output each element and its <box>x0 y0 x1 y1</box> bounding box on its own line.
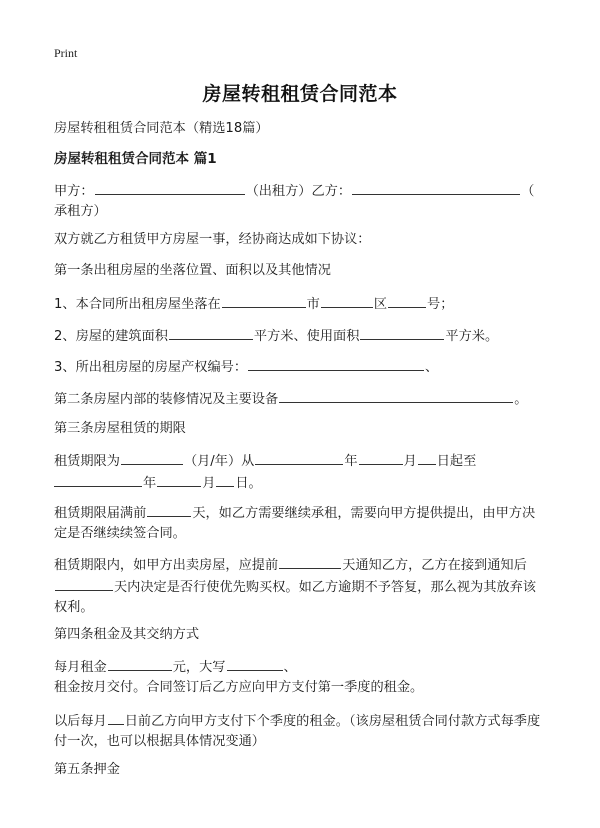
payment-day-blank[interactable] <box>108 710 124 725</box>
end-month-label: 月 <box>202 476 216 491</box>
building-area-blank[interactable] <box>169 325 253 340</box>
renewal-rest: 天，如乙方需要继续承租，需要向甲方提供提出，由甲方决定是否继续续签合同。 <box>54 506 536 541</box>
term-prefix: 租赁期限为 <box>54 454 120 469</box>
city-label: 市 <box>306 297 320 312</box>
party-b-blank[interactable] <box>352 180 520 195</box>
rent-words-blank[interactable] <box>227 656 283 671</box>
start-month-blank[interactable] <box>359 450 403 465</box>
district-label: 区 <box>373 297 388 312</box>
document-subtitle: 房屋转租租赁合同范本（精选18篇） <box>54 121 269 136</box>
rent-prefix: 每月租金 <box>54 660 107 675</box>
article-2-paragraph <box>54 388 544 410</box>
equipment-blank[interactable] <box>279 388 513 403</box>
rent-paragraph <box>54 656 544 678</box>
start-year-label: 年 <box>344 454 358 469</box>
location-blank[interactable] <box>222 293 306 308</box>
rent-mid: 元，大写 <box>172 660 226 675</box>
item-3-suffix: 、 <box>425 360 439 375</box>
party-a-blank[interactable] <box>95 180 245 195</box>
property-number-blank[interactable] <box>248 356 424 371</box>
item-1-paragraph <box>54 293 544 315</box>
item-1-prefix: 1、本合同所出租房屋坐落在 <box>54 297 221 312</box>
end-day-blank[interactable] <box>216 472 234 487</box>
party-a-label: 甲方： <box>54 184 94 199</box>
agreement-paragraph: 双方就乙方租赁甲方房屋一事，经协商达成如下协议： <box>54 232 371 247</box>
sale-rest: 天内决定是否行使优先购买权。如乙方逾期不予答复，那么视为其放弃该权利。 <box>54 580 536 615</box>
usable-area-blank[interactable] <box>360 325 444 340</box>
article-4-heading: 第四条租金及其交纳方式 <box>54 627 200 642</box>
sale-decision-days-blank[interactable] <box>55 576 113 591</box>
later-payment-paragraph <box>54 710 544 752</box>
start-day-label: 日起至 <box>436 454 477 469</box>
start-month-label: 月 <box>403 454 417 469</box>
item-2-prefix: 2、房屋的建筑面积 <box>54 329 168 344</box>
article-5-heading: 第五条押金 <box>54 762 120 777</box>
sale-prefix: 租赁期限内，如甲方出卖房屋，应提前 <box>54 558 279 573</box>
item-2-suffix: 平方米。 <box>445 329 499 344</box>
term-paragraph <box>54 450 544 494</box>
party-b-role-open: （ <box>521 184 535 199</box>
item-2-paragraph <box>54 325 544 347</box>
renewal-paragraph <box>54 502 544 544</box>
rent-amount-blank[interactable] <box>108 656 172 671</box>
rent-suffix: 、 <box>283 660 297 675</box>
item-3-prefix: 3、所出租房屋的房屋产权编号： <box>54 360 248 375</box>
document-title: 房屋转租租赁合同范本 <box>202 83 398 105</box>
city-blank[interactable] <box>321 293 373 308</box>
later-rest: 日前乙方向甲方支付下个季度的租金。（该房屋租赁合同付款方式每季度付一次，也可以根据具体情况变通） <box>54 714 541 749</box>
renewal-prefix: 租赁期限届满前 <box>54 506 147 521</box>
district-blank[interactable] <box>388 293 426 308</box>
end-year-blank[interactable] <box>54 472 142 487</box>
article-3-heading: 第三条房屋租赁的期限 <box>54 421 186 436</box>
article-2-prefix: 第二条房屋内部的装修情况及主要设备 <box>54 392 279 407</box>
renewal-days-blank[interactable] <box>147 502 191 517</box>
later-prefix: 以后每月 <box>54 714 107 729</box>
article-1-heading: 第一条出租房屋的坐落位置、面积以及其他情况 <box>54 263 331 278</box>
print-link[interactable]: Print <box>54 46 78 60</box>
sale-mid: 天通知乙方，乙方在接到通知后 <box>342 558 527 573</box>
end-year-label: 年 <box>143 476 157 491</box>
sale-notice-days-blank[interactable] <box>279 554 341 569</box>
payment-paragraph: 租金按月交付。合同签订后乙方应向甲方支付第一季度的租金。 <box>54 680 424 695</box>
term-length-blank[interactable] <box>121 450 183 465</box>
article-2-suffix: 。 <box>514 392 528 407</box>
sale-paragraph <box>54 554 544 618</box>
section-heading: 房屋转租租赁合同范本 篇1 <box>54 151 217 167</box>
number-label: 号； <box>427 297 454 312</box>
start-year-blank[interactable] <box>255 450 343 465</box>
party-b-role-close: 承租方） <box>54 204 107 219</box>
start-day-blank[interactable] <box>418 450 436 465</box>
parties-paragraph <box>54 180 544 222</box>
end-day-label: 日。 <box>235 476 262 491</box>
item-3-paragraph <box>54 356 544 378</box>
party-a-role: （出租方）乙方： <box>245 184 352 199</box>
end-month-blank[interactable] <box>157 472 201 487</box>
item-2-mid: 平方米、使用面积 <box>253 329 360 344</box>
term-unit: （月/年）从 <box>183 454 255 469</box>
